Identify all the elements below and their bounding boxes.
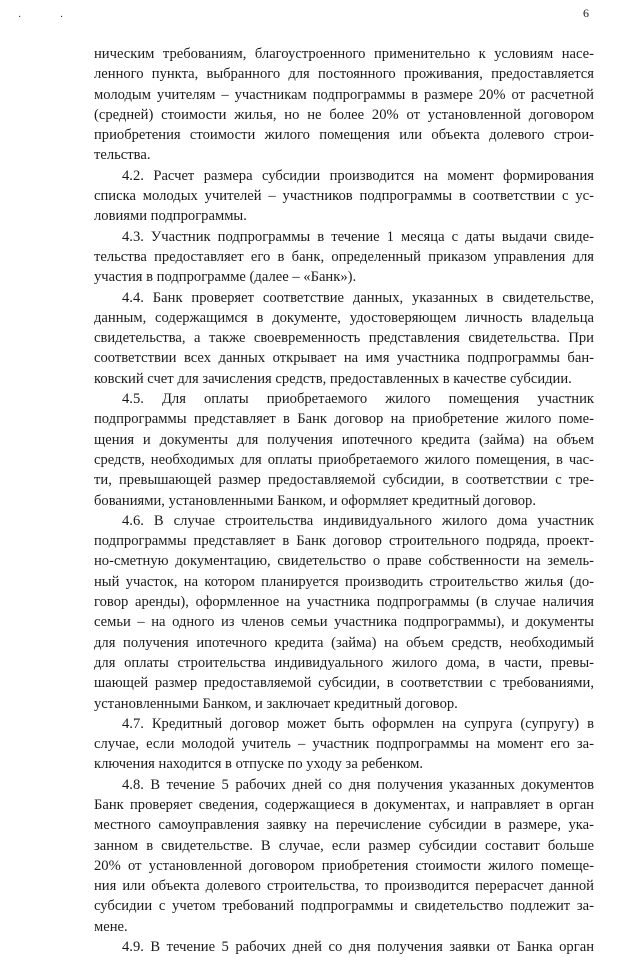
text-line: 4.2. Расчет размера субсидии производится на момент формирования <box>122 167 594 184</box>
text-line: списка молодых учителей – участников подпрограммы в соответствии с ус- <box>94 188 594 205</box>
text-line: ный участок, на котором планируется производить строительство жилья (до- <box>94 573 594 590</box>
body-text <box>94 44 594 957</box>
page-number: 6 <box>583 6 589 20</box>
text-line: 4.8. В течение 5 рабочих дней со дня получения указанных документов <box>122 776 594 793</box>
text-line: средств, необходимых для оплаты приобретаемого жилого помещения, в час- <box>94 451 594 468</box>
text-line: субсидии с учетом требований подпрограммы и свидетельство подлежит за- <box>94 898 594 915</box>
text-line: 4.5. Для оплаты приобретаемого жилого помещения участник <box>122 391 594 408</box>
text-line: ловиями подпрограммы. <box>94 208 247 225</box>
text-line: но-сметную документацию, свидетельство о праве собственности на земель- <box>94 553 594 570</box>
text-line: (средней) стоимости жилья, но не более 20% от установленной договором <box>94 106 594 123</box>
text-line: подпрограммы представляет в Банк договор строительного подряда, проект- <box>94 533 594 550</box>
text-line: приобретения стоимости жилого помещения или объекта долевого строи- <box>94 127 594 144</box>
text-line: случае, если молодой учитель – участник подпрограммы на момент его за- <box>94 736 594 753</box>
text-line: говор аренды), оформленное на участника подпрограммы (в случае наличия <box>94 594 594 611</box>
text-line: щения и документы для получения ипотечного кредита (займа) на объем <box>94 431 594 448</box>
text-line: ническим требованиям, благоустроенного применительно к условиям насе- <box>94 46 594 62</box>
text-line: 4.6. В случае строительства индивидуального жилого дома участник <box>122 512 594 529</box>
text-line: мене. <box>94 918 128 935</box>
text-line: ковский счет для зачисления средств, предоставленных в качестве субсидии. <box>94 370 572 387</box>
text-line: 4.9. В течение 5 рабочих дней со дня получения заявки от Банка орган <box>122 939 594 956</box>
text-line: участия в подпрограмме (далее – «Банк»). <box>94 269 357 286</box>
text-line: соответствии всех данных открывает на имя участника подпрограммы бан- <box>94 350 594 367</box>
text-line: для получения ипотечного кредита (займа) на объем средств, необходимый <box>94 634 594 651</box>
text-line: ключения находится в отпуске по уходу за ребенком. <box>94 756 423 773</box>
text-line: 4.7. Кредитный договор может быть оформлен на супруга (супругу) в <box>122 715 594 732</box>
text-line: Банк проверяет сведения, содержащиеся в документах, и направляет в орган <box>94 796 594 813</box>
text-line: шающей размер предоставляемой субсидии, в соответствии с требованиями, <box>94 675 594 692</box>
text-line: для оплаты строительства индивидуального жилого дома, в части, превы- <box>94 654 594 671</box>
text-line: 4.4. Банк проверяет соответствие данных, указанных в свидетельстве, <box>122 289 594 306</box>
text-line: тельства предоставляет его в банк, определенный приказом управления для <box>94 248 594 265</box>
text-line: 20% от установленной договором приобретения стоимости жилого помеще- <box>94 857 594 874</box>
text-line: ти, превышающей размер предоставляемой субсидии, в соответствии с тре- <box>94 472 594 489</box>
scan-specks: · · <box>18 12 82 23</box>
text-line: подпрограммы представляет в Банк договор на приобретение жилого поме- <box>94 411 594 428</box>
text-line: местного самоуправления заявку на перечисление субсидии в размере, ука- <box>94 817 594 834</box>
text-line: тельства. <box>94 147 151 164</box>
text-line: 4.3. Участник подпрограммы в течение 1 месяца с даты выдачи свиде- <box>122 228 594 245</box>
text-line: данным, содержащимся в документе, удостоверяющем личность владельца <box>94 309 594 326</box>
text-line: семьи – на одного из членов семьи участника подпрограммы), и документы <box>94 614 594 631</box>
text-line: свидетельства, а также своевременность представления свидетельства. При <box>94 330 594 347</box>
text-line: молодым учителям – участникам подпрограммы в размере 20% от расчетной <box>94 86 594 103</box>
text-line: занном в свидетельстве. В случае, если размер субсидии составит больше <box>94 837 594 854</box>
text-line: ленного пункта, выбранного для постоянного проживания, предоставляется <box>94 66 594 83</box>
text-line: установленными Банком, и заключает кредитный договор. <box>94 695 458 712</box>
text-line: ния или объекта долевого строительства, то производится перерасчет данной <box>94 878 594 895</box>
text-line: бованиями, установленными Банком, и оформляет кредитный договор. <box>94 492 536 509</box>
